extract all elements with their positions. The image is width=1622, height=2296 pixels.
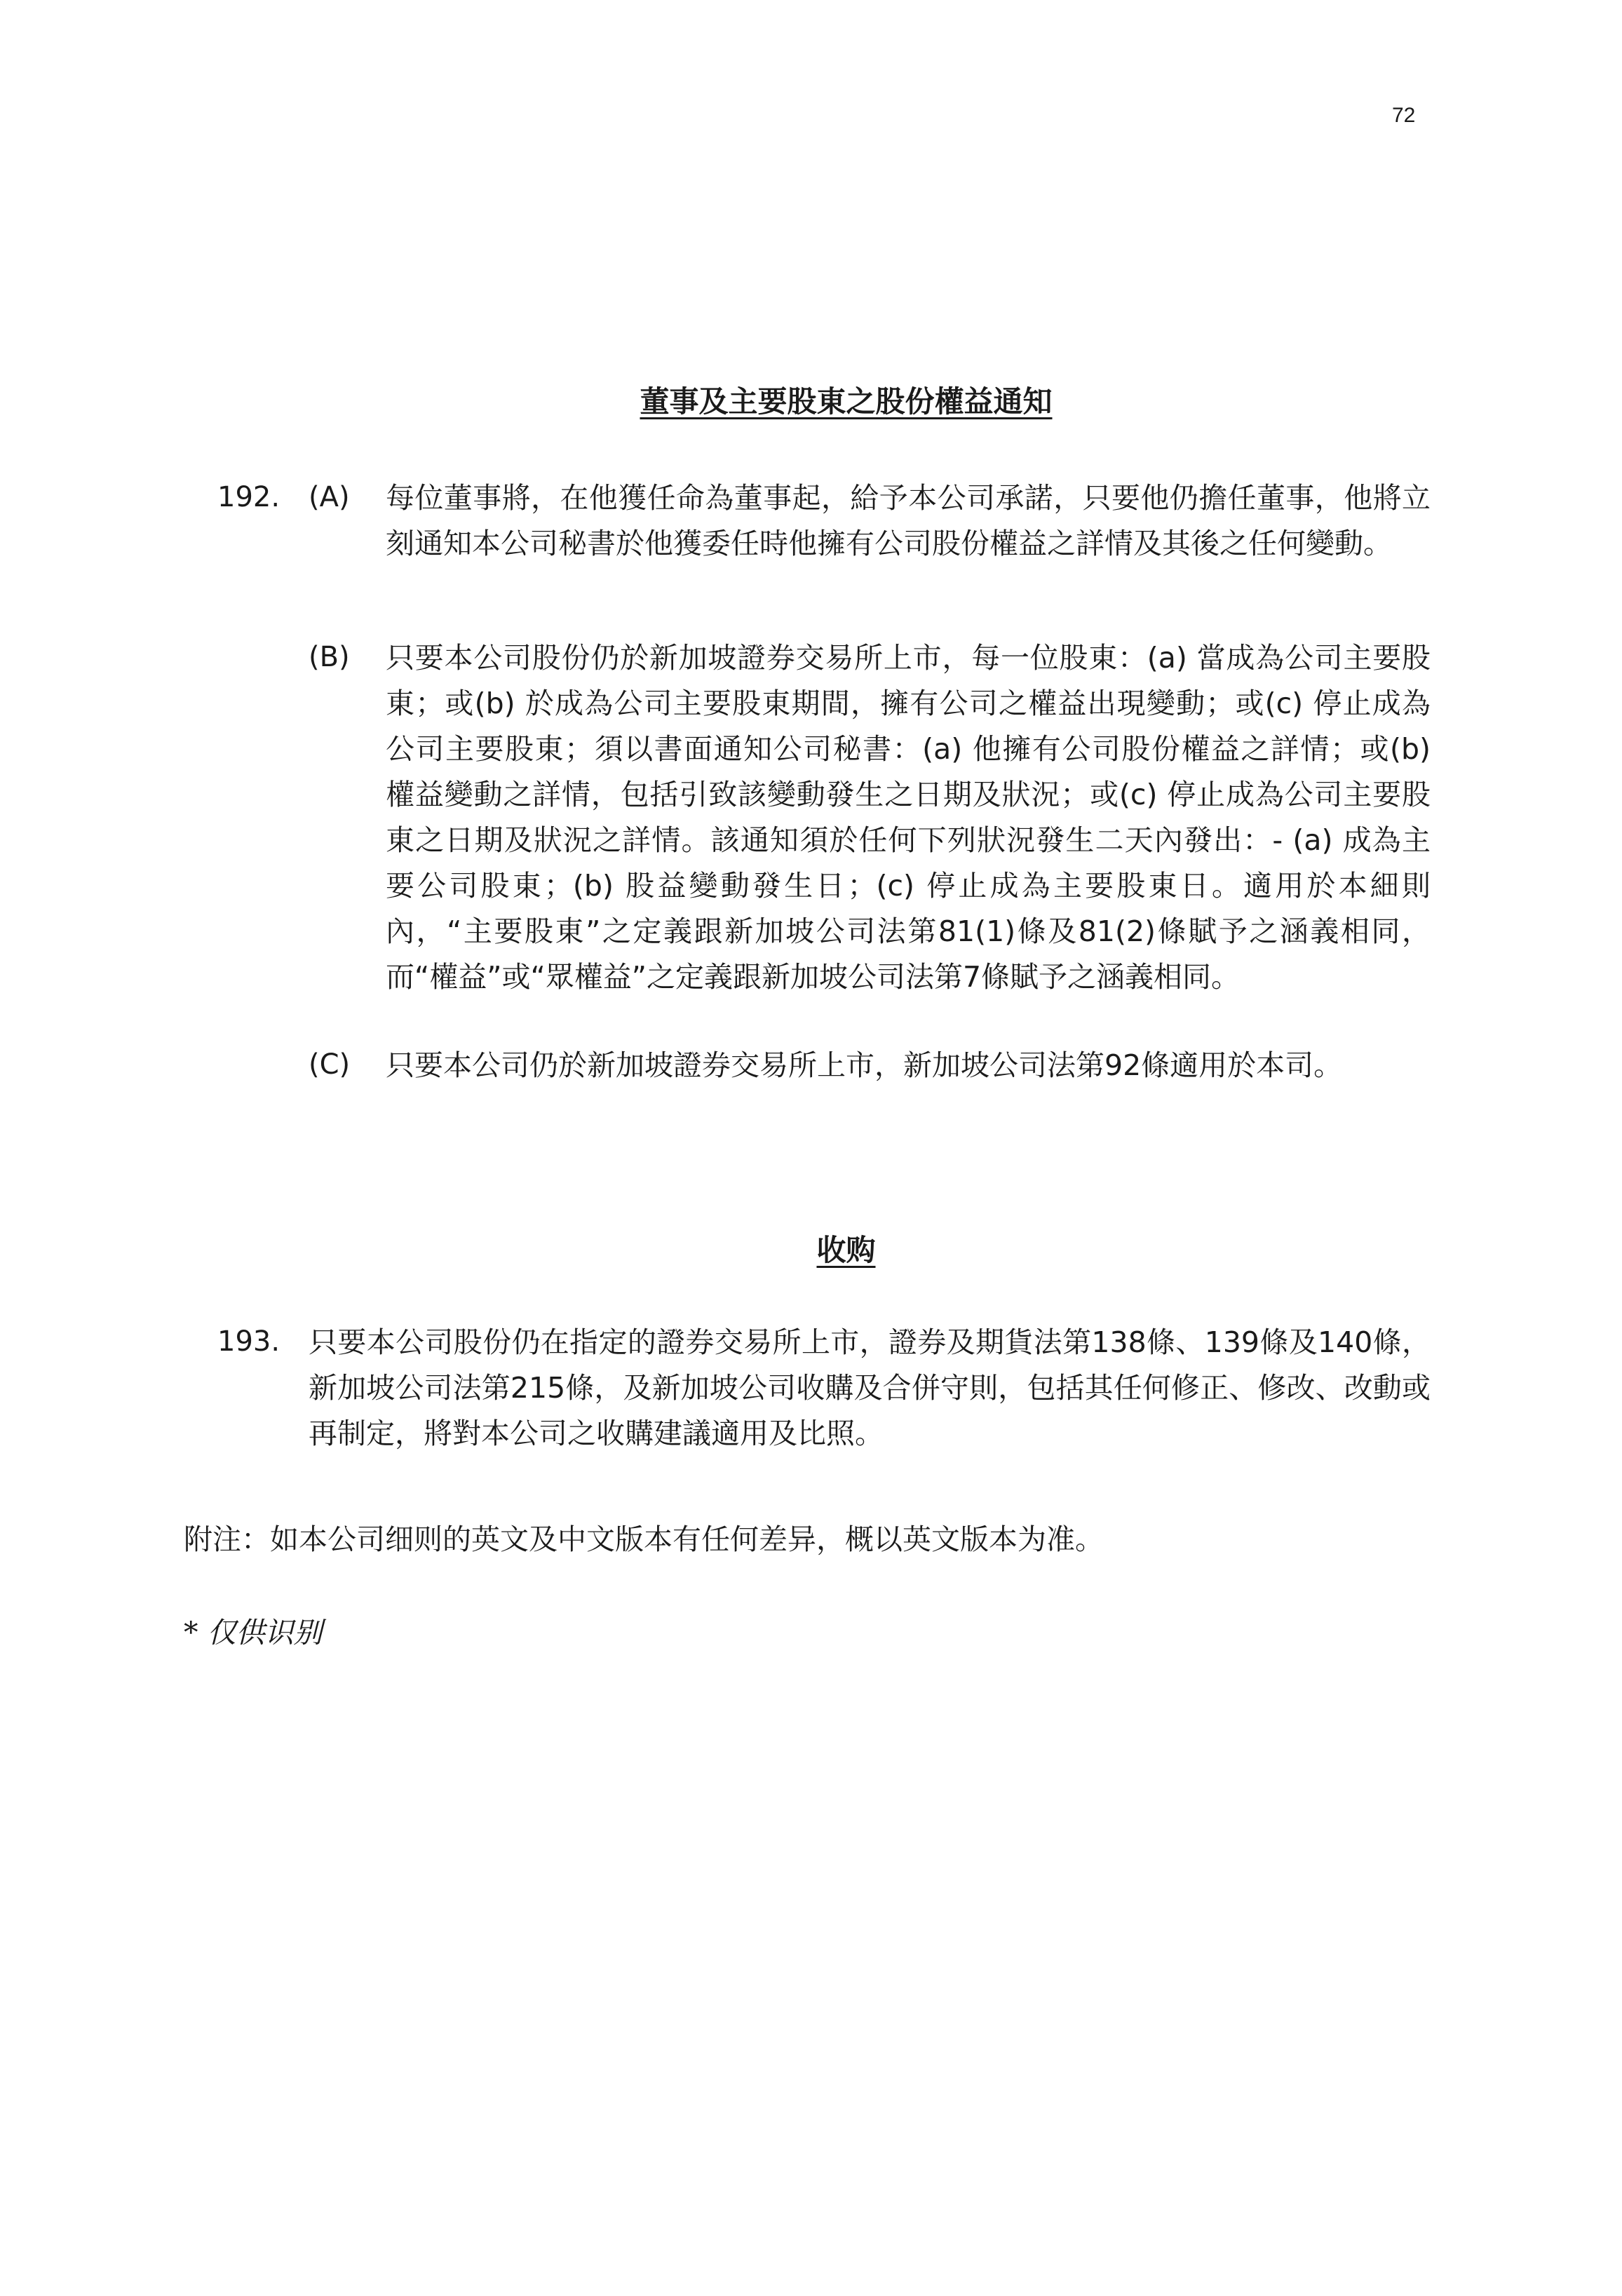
subclause-text-c: 只要本公司仍於新加坡證券交易所上市，新加坡公司法第92條適用於本司。 [386,1048,1343,1082]
clause-number-193: 193. [217,1325,281,1358]
subclause-label-a: (A) [309,481,350,513]
subclause-label-b: (B) [309,641,350,673]
clause-number-192: 192. [217,481,281,513]
identification-note: * 仅供识别 [184,1616,323,1649]
subclause-text-a: 每位董事將，在他獲任命為董事起，給予本公司承諾，只要他仍擔任董事，他將立刻通知本公司秘書於他獲委任時他擁有公司股份權益之詳情及其後之任何變動。 [386,481,1431,560]
clause-text-193: 只要本公司股份仍在指定的證券交易所上市，證券及期貨法第138條、139條及140條，新加坡公司法第215條，及新加坡公司收購及合併守則，包括其任何修正、修改、改動或再制定，將對本公司之收購建議適用及比照。 [309,1325,1431,1450]
section-heading-takeover: 收购 [816,1233,876,1267]
subclause-text-b: 只要本公司股份仍於新加坡證券交易所上市，每一位股東：(a) 當成為公司主要股東；或(b) 於成為公司主要股東期間，擁有公司之權益出現變動；或(c) 停止成為公司主要股東；須以書面通知公司秘書：(a) 他擁有公司股份權益之詳情；或(b) 權益變動之詳情，包括引致該變動發生之日期及狀況；或(c) 停止成為公司主要股東之日期及狀況之詳情。該通知須於任何下列狀況發生二天內發出：- (a) 成為主要公司股東；(b) 股益變動發生日；(c) 停止成為主要股東日。適用於本細則內，“主要股東”之定義跟新加坡公司法第81(1)條及81(2)條賦予之涵義相同，而“權益”或“眾權益”之定義跟新加坡公司法第7條賦予之涵義相同。 [386,641,1431,994]
subclause-label-c: (C) [309,1048,351,1081]
footnote: 附注：如本公司细则的英文及中文版本有任何差异，概以英文版本为准。 [184,1522,1104,1556]
page-number: 72 [1392,104,1416,127]
section-heading-share-interest-notice: 董事及主要股東之股份權益通知 [640,384,1053,419]
